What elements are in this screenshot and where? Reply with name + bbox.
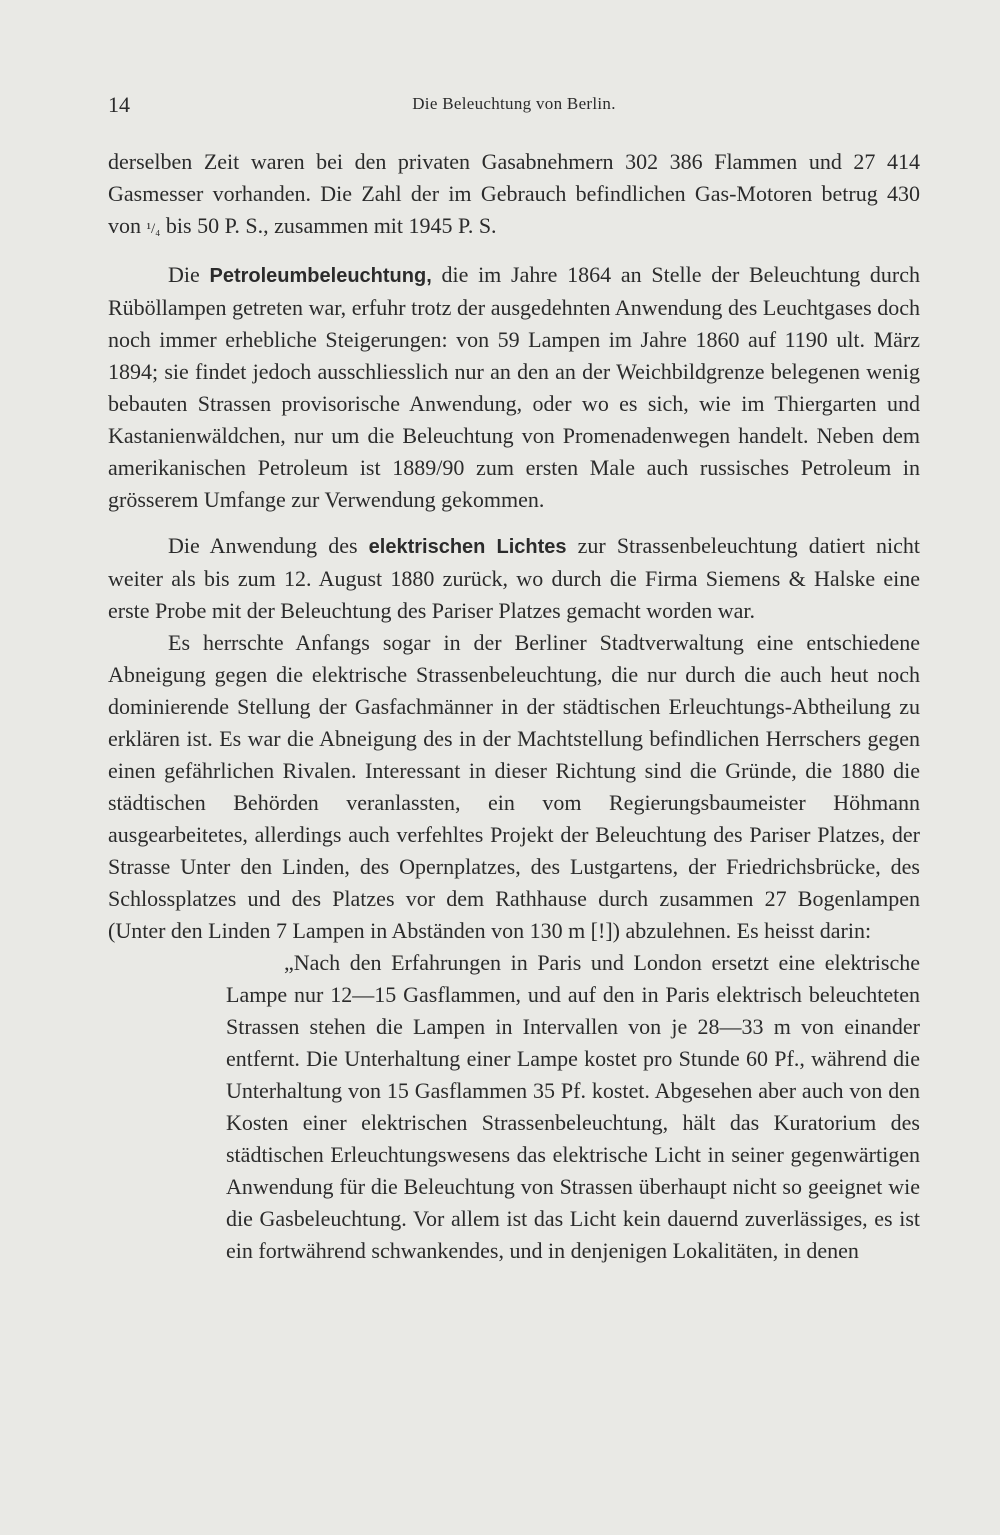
heading-electric: elektrischen Lichtes xyxy=(368,536,567,558)
paragraph-gas xyxy=(108,146,920,245)
page-header xyxy=(108,92,920,122)
block-quote: „Nach den Erfahrungen in Paris und London ersetzt eine elektrische Lampe nur 12—15 Gasflammen, und auf den in Paris elektrisch beleuchteten Strassen stehen die Lampen in Intervallen von je 28—33 m von einander entfernt. Die Unterhaltung einer Lampe kostet pro Stunde 60 Pf., während die Unterhaltung von 15 Gasflammen 35 Pf. kostet. Abgesehen aber auch von den Kosten einer elektrischen Strassenbeleuchtung, hält das Kuratorium des städtischen Erleuchtungswesens das elektrische Licht in seiner gegenwärtigen Anwendung für die Beleuchtung von Strassen überhaupt nicht so geeignet wie die Gasbeleuchtung. Vor allem ist das Licht kein dauernd zuverlässiges, es ist ein fortwährend schwankendes, und in denjenigen Lokalitäten, in denen xyxy=(226,950,920,1263)
paragraph-petroleum-text-1: Die xyxy=(168,262,210,287)
paragraph-gas-text-2: bis 50 P. S., zusammen mit 1945 P. S. xyxy=(160,213,497,238)
paragraph-electric-text-2: zur Strassenbeleuchtung datiert nicht weiter als bis zum 12. August 1880 zurück, wo durch die Firma Siemens & Halske eine erste Probe mit der Beleuchtung des Pariser Platzes gemacht worden war. xyxy=(108,533,920,623)
paragraph-electric-text-1: Die Anwendung des xyxy=(168,533,369,558)
fraction-quarter: ¹/₄ xyxy=(146,221,161,237)
paragraph-petroleum xyxy=(108,259,920,516)
paragraph-electric xyxy=(108,530,920,627)
paragraph-gas-text-1: derselben Zeit waren bei den privaten Gasabnehmern 302 386 Flammen und 27 414 Gasmesser vorhanden. Die Zahl der im Gebrauch befindlichen Gas-Motoren betrug 430 von xyxy=(108,149,920,238)
heading-petroleum: Petroleumbeleuchtung, xyxy=(209,265,432,287)
running-head: Die Beleuchtung von Berlin. xyxy=(412,94,616,113)
body-text xyxy=(108,146,920,1267)
page-number: 14 xyxy=(108,92,130,117)
paragraph-petroleum-text-2: die im Jahre 1864 an Stelle der Beleuchtung durch Rüböllampen getreten war, erfuhr trotz der ausgedehnten Anwendung des Leuchtgases doch noch immer erhebliche Steigerungen: von 59 Lampen im Jahre 1860 auf 1190 ult. März 1894; sie findet jedoch ausschliesslich nur an den an der Weichbildgrenze belegenen wenig bebauten Strassen provisorische Anwendung, oder wo es sich, wie im Thiergarten und Kastanienwäldchen, nur um die Beleuchtung von Promenadenwegen handelt. Neben dem amerikanischen Petroleum ist 1889/90 zum ersten Male auch russisches Petroleum in grösserem Umfange zur Verwendung gekommen. xyxy=(108,262,921,512)
paragraph-aversion: Es herrschte Anfangs sogar in der Berliner Stadtverwaltung eine entschiedene Abneigung gegen die elektrische Strassenbeleuchtung, die nur durch die auch heut noch dominierende Stellung der Gasfachmänner in der städtischen Erleuchtungs-Abtheilung zu erklären ist. Es war die Abneigung des in der Machtstellung befindlichen Herrschers gegen einen gefährlichen Rivalen. Interessant in dieser Richtung sind die Gründe, die 1880 die städtischen Behörden veranlassten, ein vom Regierungsbaumeister Höhmann ausgearbeitetes, allerdings auch verfehltes Projekt der Beleuchtung des Pariser Platzes, der Strasse Unter den Linden, des Opernplatzes, des Lustgartens, der Friedrichsbrücke, des Schlossplatzes und des Platzes vor dem Rathhause durch zusammen 27 Bogenlampen (Unter den Linden 7 Lampen in Abständen von 130 m [!]) abzulehnen. Es heisst darin: xyxy=(108,630,920,943)
